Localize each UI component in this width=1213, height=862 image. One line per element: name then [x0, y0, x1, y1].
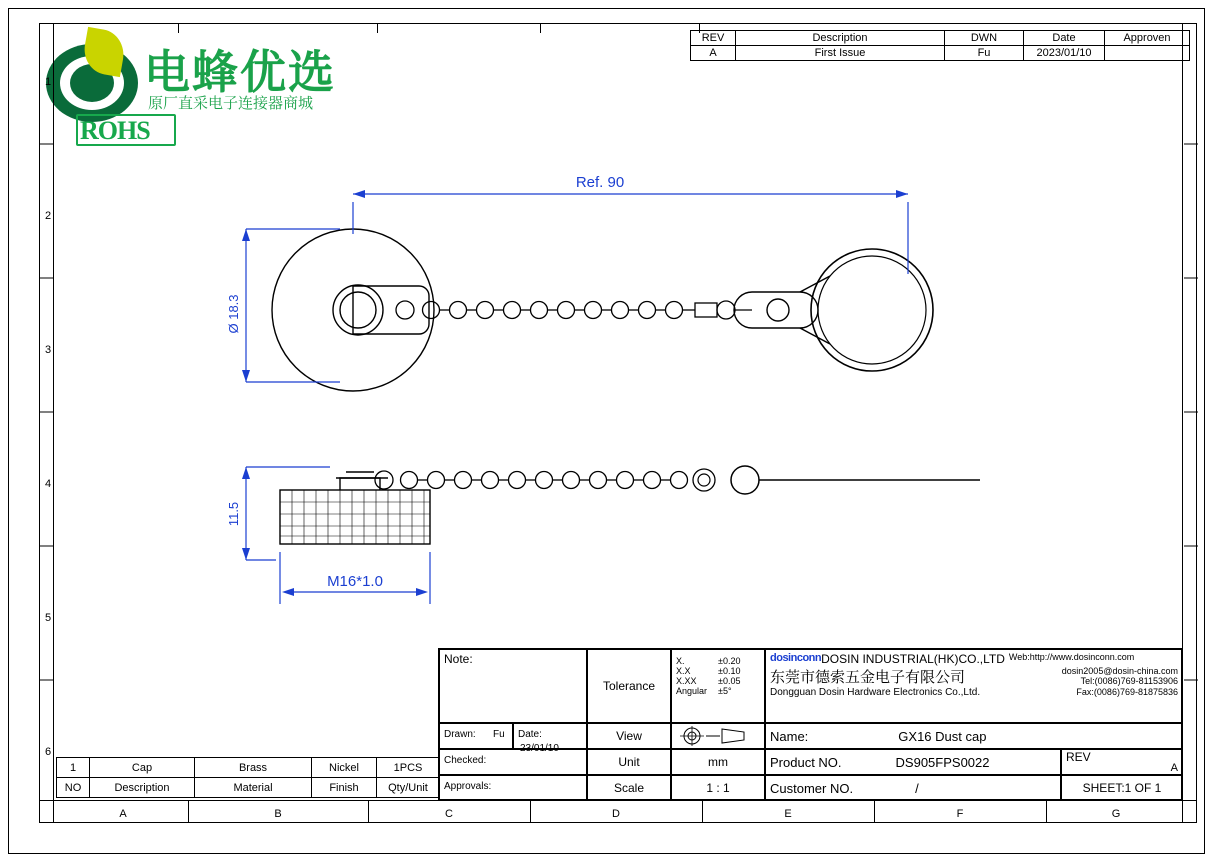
- part-no: 1: [57, 758, 90, 778]
- zone-col-f: F: [956, 808, 964, 820]
- revision-header-date: Date: [1024, 31, 1105, 46]
- drawn-label: Drawn:: [444, 729, 476, 740]
- company-web: Web:http://www.dosinconn.com: [1008, 652, 1135, 662]
- parts-header-qty: Qty/Unit: [377, 778, 440, 798]
- tol-key-0: X.: [676, 656, 685, 666]
- zone-div: [702, 800, 703, 822]
- unit-label-cell: [587, 749, 671, 775]
- part-description: Cap: [90, 758, 195, 778]
- company-email: dosin2005@dosin-china.com: [1061, 666, 1178, 676]
- parts-header-finish: Finish: [312, 778, 377, 798]
- revision-cell-date: 2023/01/10: [1024, 46, 1105, 61]
- sheet-value: SHEET:1 OF 1: [1082, 781, 1162, 795]
- table-row: [57, 778, 440, 798]
- revision-header-description: Description: [736, 31, 945, 46]
- scale-label-cell: [587, 775, 671, 801]
- company-tel: Tel:(0086)769-81153906: [1080, 676, 1178, 686]
- product-no-value: DS905FPS0022: [895, 754, 990, 770]
- approvals-label: Approvals:: [444, 781, 492, 792]
- revision-header-approven: Approven: [1105, 31, 1190, 46]
- zone-div: [368, 800, 369, 822]
- tolerance-label-cell: [587, 649, 671, 723]
- unit-value-cell: [671, 749, 765, 775]
- part-finish: Nickel: [312, 758, 377, 778]
- unit-value: mm: [708, 755, 728, 769]
- customer-no-cell: [765, 775, 1061, 801]
- zone-col-a: A: [119, 808, 127, 820]
- drawing-frame: [39, 23, 1197, 823]
- drawn-cell: [439, 723, 513, 749]
- zone-right-strip: [1182, 24, 1196, 822]
- product-no-cell: [765, 749, 1061, 775]
- tol-val-2: ±0.05: [718, 676, 741, 686]
- name-cell: [765, 723, 1183, 749]
- zone-row-6: 6: [45, 746, 52, 758]
- zone-row-3: 3: [45, 344, 52, 356]
- customer-no-value: /: [915, 780, 919, 796]
- watermark-tagline: 原厂直采电子连接器商城: [148, 94, 314, 112]
- scale-value-cell: [671, 775, 765, 801]
- note-cell: [439, 649, 587, 723]
- zone-col-e: E: [784, 808, 792, 820]
- zone-div: [530, 800, 531, 822]
- company-cell: [765, 649, 1183, 723]
- dim-length-text: Ref. 90: [575, 174, 625, 191]
- company-cn: 东莞市德索五金电子有限公司: [770, 668, 966, 686]
- zone-div: [188, 800, 189, 822]
- tol-key-2: X.XX: [676, 676, 697, 686]
- revision-cell-dwn: Fu: [945, 46, 1024, 61]
- tolerance-values-cell: [671, 649, 765, 723]
- product-no-label: Product NO.: [770, 754, 842, 770]
- checked-label: Checked:: [444, 755, 487, 766]
- drawn-value: Fu: [493, 729, 505, 740]
- revision-cell-description: First Issue: [736, 46, 945, 61]
- parts-header-description: Description: [90, 778, 195, 798]
- watermark-brand: 电蜂优选: [144, 45, 336, 99]
- parts-table: [56, 757, 440, 798]
- zone-left-strip: [40, 24, 54, 822]
- zone-div: [874, 800, 875, 822]
- parts-header-material: Material: [195, 778, 312, 798]
- zone-col-b: B: [274, 808, 282, 820]
- table-row: [57, 758, 440, 778]
- rohs-badge: ROHS: [80, 116, 150, 145]
- rev-cell: [1061, 749, 1183, 775]
- dim-thread-text: M16*1.0: [327, 573, 383, 590]
- zone-col-c: C: [445, 808, 453, 820]
- unit-label: Unit: [618, 755, 640, 769]
- checked-cell: [439, 749, 587, 775]
- scale-label: Scale: [613, 781, 645, 795]
- tol-val-3: ±5°: [718, 686, 732, 696]
- tol-key-1: X.X: [676, 666, 691, 676]
- company-fax: Fax:(0086)769-81875836: [1076, 687, 1178, 697]
- company-en: DOSIN INDUSTRIAL(HK)CO.,LTD: [821, 652, 1005, 666]
- revision-cell-rev: A: [691, 46, 736, 61]
- zone-row-5: 5: [45, 612, 52, 624]
- zone-div: [1046, 800, 1047, 822]
- zone-row-2: 2: [45, 210, 52, 222]
- sheet-cell: [1061, 775, 1183, 801]
- revision-header-dwn: DWN: [945, 31, 1024, 46]
- approvals-cell: [439, 775, 587, 801]
- first-angle-projection-icon: [676, 726, 762, 746]
- date-label: Date:: [518, 729, 542, 740]
- dim-diameter-text: Ø 18.3: [226, 294, 241, 334]
- zone-row-1: 1: [45, 76, 52, 88]
- rev-value: A: [1170, 762, 1178, 774]
- rev-label: REV: [1066, 750, 1091, 764]
- date-cell: [513, 723, 587, 754]
- tol-key-3: Angular: [676, 686, 708, 696]
- part-material: Brass: [195, 758, 312, 778]
- zone-col-g: G: [1111, 808, 1121, 820]
- company-logo: dosinconn: [770, 652, 822, 664]
- company-cn-en: Dongguan Dosin Hardware Electronics Co.,Ltd.: [770, 687, 981, 698]
- scale-value: 1 : 1: [706, 781, 730, 795]
- tolerance-label: Tolerance: [602, 679, 656, 693]
- name-label: Name:: [770, 728, 809, 744]
- view-label: View: [616, 729, 642, 743]
- customer-no-label: Customer NO.: [770, 780, 854, 796]
- zone-col-d: D: [612, 808, 620, 820]
- tol-val-0: ±0.20: [718, 656, 741, 666]
- name-value: GX16 Dust cap: [898, 728, 987, 744]
- tol-val-1: ±0.10: [718, 666, 741, 676]
- parts-header-no: NO: [57, 778, 90, 798]
- title-block: [438, 648, 1182, 800]
- note-label: Note:: [444, 652, 473, 666]
- revision-header-rev: REV: [691, 31, 736, 46]
- view-label-cell: [587, 723, 671, 749]
- date-value: 23/01/10: [520, 743, 559, 754]
- part-qty: 1PCS: [377, 758, 440, 778]
- dim-height-text: 11.5: [226, 501, 241, 527]
- drawing-sheet: [8, 8, 1205, 854]
- zone-row-4: 4: [45, 478, 52, 490]
- projection-symbol-cell: [671, 723, 765, 749]
